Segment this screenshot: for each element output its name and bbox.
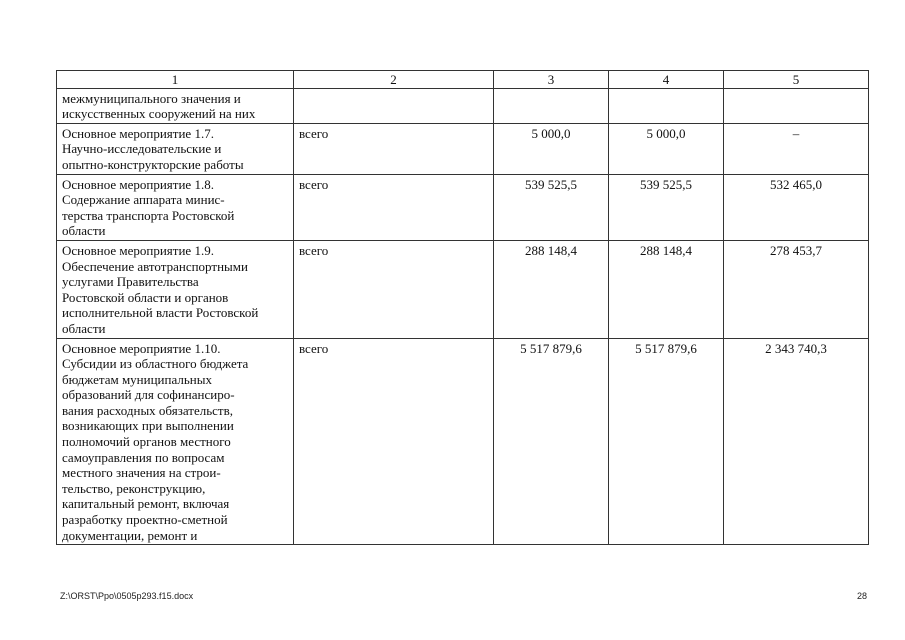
row-value-col3: 5 517 879,6 [494, 338, 609, 545]
row-value-col4: 288 148,4 [609, 240, 724, 338]
row-description: Основное мероприятие 1.7. Научно-исследовательские и опытно-конструкторские работы [57, 123, 294, 174]
row-description: Основное мероприятие 1.9. Обеспечение автотранспортными услугами Правительства Ростовской области и органов исполнительной власти Ростовской области [57, 240, 294, 338]
table-row [57, 88, 869, 123]
row-value-col5: 532 465,0 [724, 174, 869, 240]
row-value-col4: 539 525,5 [609, 174, 724, 240]
row-value-col3 [494, 88, 609, 123]
header-cell-3: 3 [494, 71, 609, 89]
row-value-col5 [724, 88, 869, 123]
header-cell-4: 4 [609, 71, 724, 89]
budget-table [56, 70, 869, 545]
header-cell-2: 2 [294, 71, 494, 89]
table-header-row [57, 71, 869, 89]
row-value-col5: 2 343 740,3 [724, 338, 869, 545]
row-value-col3: 5 000,0 [494, 123, 609, 174]
row-value-col3: 539 525,5 [494, 174, 609, 240]
row-value-col4 [609, 88, 724, 123]
row-source: всего [294, 240, 494, 338]
table-row [57, 123, 869, 174]
row-description: Основное мероприятие 1.10. Субсидии из областного бюджета бюджетам муниципальных образований для софинансиро- вания расходных обязательств, возникающих при выполнении полномочий органов местного самоуправления по вопросам местного значения на строи- тельство, реконструкцию, капитальный ремонт, включая разработку проектно-сметной документации, ремонт и [57, 338, 294, 545]
header-cell-5: 5 [724, 71, 869, 89]
row-source: всего [294, 123, 494, 174]
row-value-col4: 5 517 879,6 [609, 338, 724, 545]
row-source: всего [294, 338, 494, 545]
header-cell-1: 1 [57, 71, 294, 89]
row-value-col5: 278 453,7 [724, 240, 869, 338]
footer-file-path: Z:\ORST\Ppo\0505p293.f15.docx [60, 591, 194, 601]
table-row [57, 174, 869, 240]
row-value-col4: 5 000,0 [609, 123, 724, 174]
row-value-col3: 288 148,4 [494, 240, 609, 338]
row-source: всего [294, 174, 494, 240]
row-description: Основное мероприятие 1.8. Содержание аппарата минис- терства транспорта Ростовской области [57, 174, 294, 240]
table-row [57, 240, 869, 338]
table-row [57, 338, 869, 545]
row-description: межмуниципального значения и искусственных сооружений на них [57, 88, 294, 123]
row-source [294, 88, 494, 123]
page-number: 28 [857, 591, 868, 601]
row-value-col5: – [724, 123, 869, 174]
